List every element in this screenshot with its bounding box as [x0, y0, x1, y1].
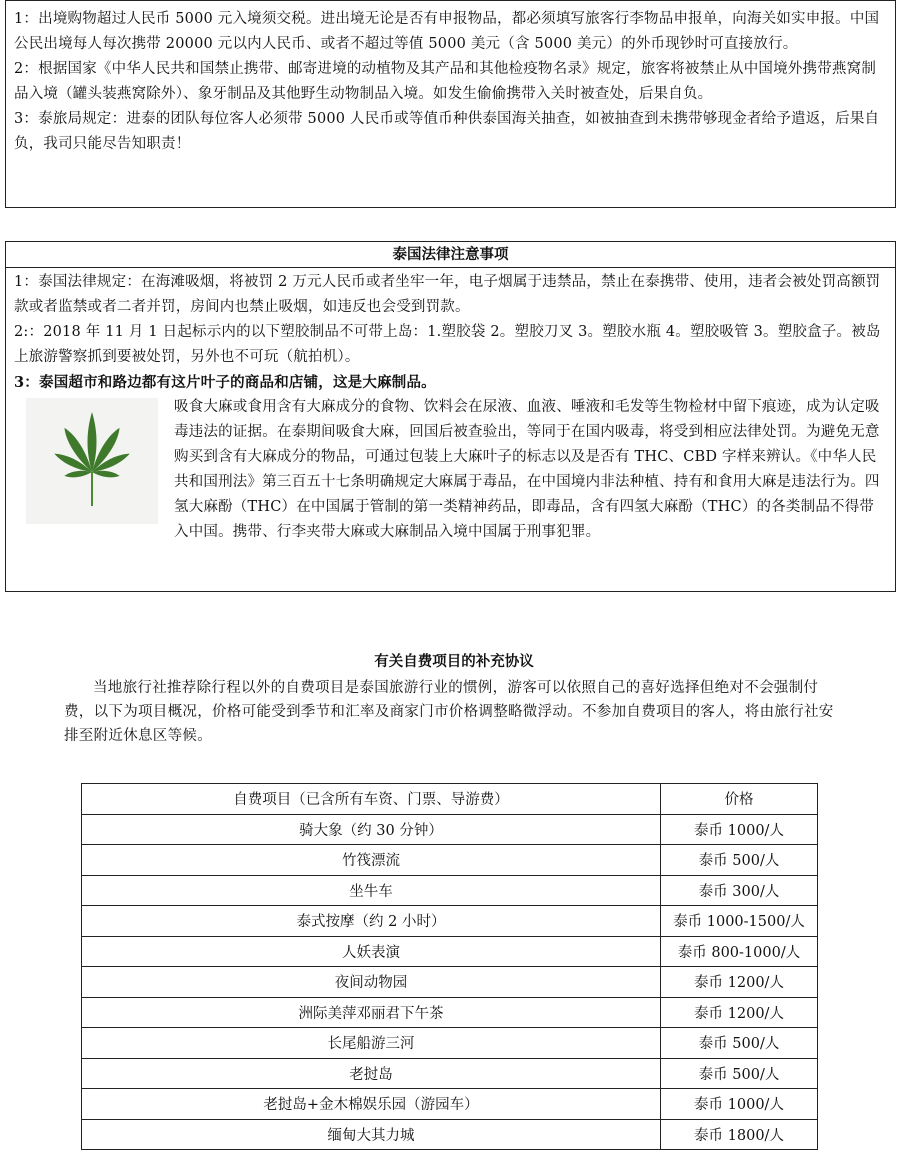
table-row	[82, 1089, 818, 1120]
cannabis-leaf-icon	[26, 398, 158, 524]
law-note-1: 1：泰国法律规定：在海滩吸烟，将被罚 2 万元人民币或者坐牢一年，电子烟属于违禁品，禁止在泰携带、使用，违者会被处罚高额罚款或者监禁或者二者并罚，房间内也禁止吸烟，如违反也会受到罚款。	[14, 274, 881, 315]
item-name: 人妖表演	[82, 936, 661, 967]
item-price: 泰币 1800/人	[661, 1119, 818, 1150]
supplement-body: 当地旅行社推荐除行程以外的自费项目是泰国旅游行业的惯例，游客可以依照自己的喜好选择但绝对不会强制付费，以下为项目概况，价格可能受到季节和汇率及商家门市价格调整略微浮动。不参加自费项目的客人，将由旅行社安排至附近休息区等候。	[64, 680, 834, 744]
table-header-row	[82, 784, 818, 815]
item-price: 泰币 500/人	[661, 1028, 818, 1059]
table-row	[82, 936, 818, 967]
item-name: 竹筏漂流	[82, 845, 661, 876]
law-note-2: 2:：2018 年 11 月 1 日起标示内的以下塑胶制品不可带上岛：1.塑胶袋 2。塑胶刀叉 3。塑胶水瓶 4。塑胶吸管 3。塑胶盒子。被岛上旅游警察抓到要被处罚，另外也不可玩（航拍机）。	[14, 324, 881, 365]
table-row	[82, 906, 818, 937]
thai-law-title: 泰国法律注意事项	[6, 242, 895, 268]
law-note-4: 吸食大麻或食用含有大麻成分的食物、饮料会在尿液、血液、唾液和毛发等生物检材中留下痕迹，成为认定吸毒违法的证据。在泰期间吸食大麻，回国后被查验出，等同于在国内吸毒，将受到相应法律处罚。为避免无意购买到含有大麻成分的物品，可通过包装上大麻叶子的标志以及是否有 THC、CBD 字样来辨认。《中华人民共和国刑法》第三百五十七条明确规定大麻属于毒品，在中国境内非法种植、持有和食用大麻是违法行为。四氢大麻酚（THC）在中国属于管制的第一类精神药品，即毒品，含有四氢大麻酚（THC）的各类制品不得带入中国。携带、行李夹带大麻或大麻制品入境中国属于刑事犯罪。	[174, 399, 880, 540]
table-row	[82, 997, 818, 1028]
item-name: 坐牛车	[82, 875, 661, 906]
item-name: 老挝岛+金木棉娱乐园（游园车）	[82, 1089, 661, 1120]
item-name: 骑大象（约 30 分钟）	[82, 814, 661, 845]
table-row	[82, 1058, 818, 1089]
table-row	[82, 1119, 818, 1150]
item-name: 老挝岛	[82, 1058, 661, 1089]
table-row	[82, 845, 818, 876]
item-price: 泰币 500/人	[661, 845, 818, 876]
item-price: 泰币 1000-1500/人	[661, 906, 818, 937]
supplement-title: 有关自费项目的补充协议	[374, 653, 534, 670]
item-name: 洲际美萍邓丽君下午茶	[82, 997, 661, 1028]
item-name: 缅甸大其力城	[82, 1119, 661, 1150]
table-row	[82, 814, 818, 845]
item-name: 夜间动物园	[82, 967, 661, 998]
header-item: 自费项目（已含所有车资、门票、导游费）	[82, 784, 661, 815]
customs-notice-box	[5, 0, 896, 208]
table-row	[82, 1028, 818, 1059]
law-note-3: 3：泰国超市和路边都有这片叶子的商品和店铺，这是大麻制品。	[14, 374, 436, 391]
item-name: 泰式按摩（约 2 小时）	[82, 906, 661, 937]
optional-items-table	[81, 783, 818, 1150]
customs-note-3: 3：泰旅局规定：进泰的团队每位客人必须带 5000 人民币或等值币种供泰国海关抽查，如被抽查到未携带够现金者给予遣返，后果自负，我司只能尽告知职责！	[14, 111, 880, 152]
item-name: 长尾船游三河	[82, 1028, 661, 1059]
table-row	[82, 875, 818, 906]
item-price: 泰币 1200/人	[661, 997, 818, 1028]
supplement-section	[64, 652, 844, 748]
table-row	[82, 967, 818, 998]
item-price: 泰币 1000/人	[661, 814, 818, 845]
item-price: 泰币 500/人	[661, 1058, 818, 1089]
customs-note-2: 2：根据国家《中华人民共和国禁止携带、邮寄进境的动植物及其产品和其他检疫物名录》规定，旅客将被禁止从中国境外携带燕窝制品入境（罐头装燕窝除外）、象牙制品及其他野生动物制品入境。如发生偷偷携带入关时被查处，后果自负。	[14, 61, 877, 102]
item-price: 泰币 800-1000/人	[661, 936, 818, 967]
item-price: 泰币 1000/人	[661, 1089, 818, 1120]
thai-law-box	[5, 241, 896, 592]
header-price: 价格	[661, 784, 818, 815]
item-price: 泰币 300/人	[661, 875, 818, 906]
item-price: 泰币 1200/人	[661, 967, 818, 998]
customs-note-1: 1：出境购物超过人民币 5000 元入境须交税。进出境无论是否有申报物品，都必须填写旅客行李物品申报单，向海关如实申报。中国公民出境每人每次携带 20000 元以内人民币、或者不超过等值 5000 美元（含 5000 美元）的外币现钞时可直接放行。	[14, 11, 880, 52]
